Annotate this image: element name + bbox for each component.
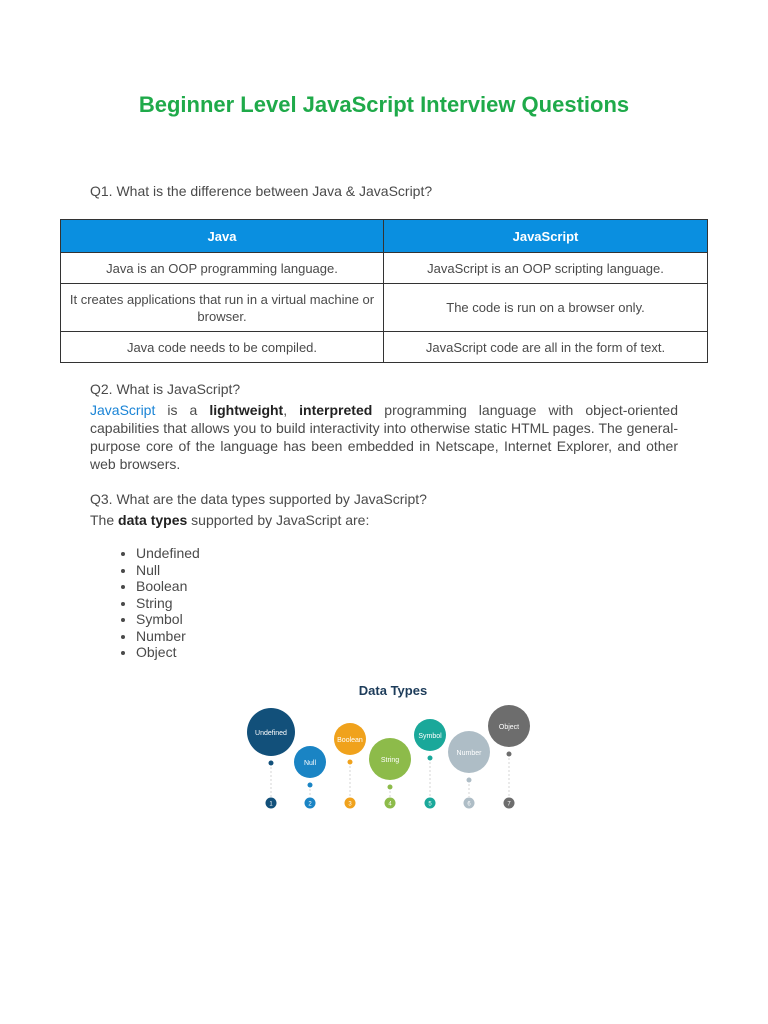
text-segment: supported by JavaScript are: (187, 512, 370, 528)
diagram-title: Data Types (358, 683, 428, 698)
list-item: • Boolean (136, 578, 200, 595)
question-3: Q3. What are the data types supported by JavaScript? (90, 491, 427, 507)
list-item: • String (136, 595, 200, 612)
list-item: • Symbol (136, 611, 200, 628)
table-cell: JavaScript code are all in the form of text. (384, 332, 708, 363)
bubble-number: 2 (308, 801, 312, 808)
bubble-label: Object (498, 724, 520, 731)
bold-term: lightweight (209, 402, 284, 418)
table-row (61, 332, 708, 363)
table-cell: Java code needs to be compiled. (61, 332, 384, 363)
bubble-dot (388, 785, 393, 790)
text-segment: The (90, 512, 119, 528)
bold-term: interpreted (299, 402, 373, 418)
bubble-number: 6 (467, 801, 471, 808)
list-item: • Null (136, 562, 200, 579)
question-1: Q1. What is the difference between Java & JavaScript? (90, 183, 433, 199)
bubble-number: 4 (388, 801, 392, 808)
comparison-table (60, 219, 708, 363)
table-header-row (61, 220, 708, 253)
table-cell: The code is run on a browser only. (384, 284, 708, 332)
list-item: • Number (136, 628, 200, 645)
table-cell: It creates applications that run in a virtual machine or browser. (61, 284, 384, 332)
table-cell: Java is an OOP programming language. (61, 253, 384, 284)
list-item: • Object (136, 644, 200, 661)
text-segment: programming language with object-oriented capabilities that allows you to build interactivity into otherwise static HTML pages. The general-purpose core of the language has been embedded in Netscape, Internet Explorer, and other web browsers. (90, 402, 678, 472)
header-javascript: JavaScript (384, 220, 708, 253)
table-cell: JavaScript is an OOP scripting language. (384, 253, 708, 284)
bubble-label: Undefined (255, 730, 287, 737)
bubble-label: Null (303, 760, 317, 767)
bubble-dot (308, 783, 313, 788)
data-types-diagram (240, 676, 540, 818)
bubble-label: String (380, 757, 400, 764)
list-item: • Undefined (136, 545, 200, 562)
text-segment: , (283, 402, 300, 418)
javascript-link[interactable]: JavaScript (90, 402, 156, 418)
page-title: Beginner Level JavaScript Interview Questions (138, 92, 630, 117)
bubble-dot (507, 752, 512, 757)
table-row (61, 284, 708, 332)
bubble-number: 3 (348, 801, 352, 808)
bubble-number: 5 (428, 801, 432, 808)
answer-2-paragraph (90, 401, 678, 473)
table-row (61, 253, 708, 284)
bubble-label: Number (456, 750, 482, 757)
bubble-dot (348, 760, 353, 765)
bubble-number: 7 (507, 801, 511, 808)
bubble-label: Boolean (337, 737, 363, 744)
header-java: Java (61, 220, 384, 253)
bubble-label: Symbol (418, 733, 442, 740)
bubble-number: 1 (269, 801, 273, 808)
data-types-list (104, 545, 200, 661)
question-2: Q2. What is JavaScript? (90, 381, 241, 397)
bold-term: data types (118, 512, 188, 528)
bubble-dot (467, 778, 472, 783)
answer-3-intro (90, 511, 678, 529)
text-segment: is a (155, 402, 210, 418)
bubble-dot (269, 761, 274, 766)
bubble-dot (428, 756, 433, 761)
